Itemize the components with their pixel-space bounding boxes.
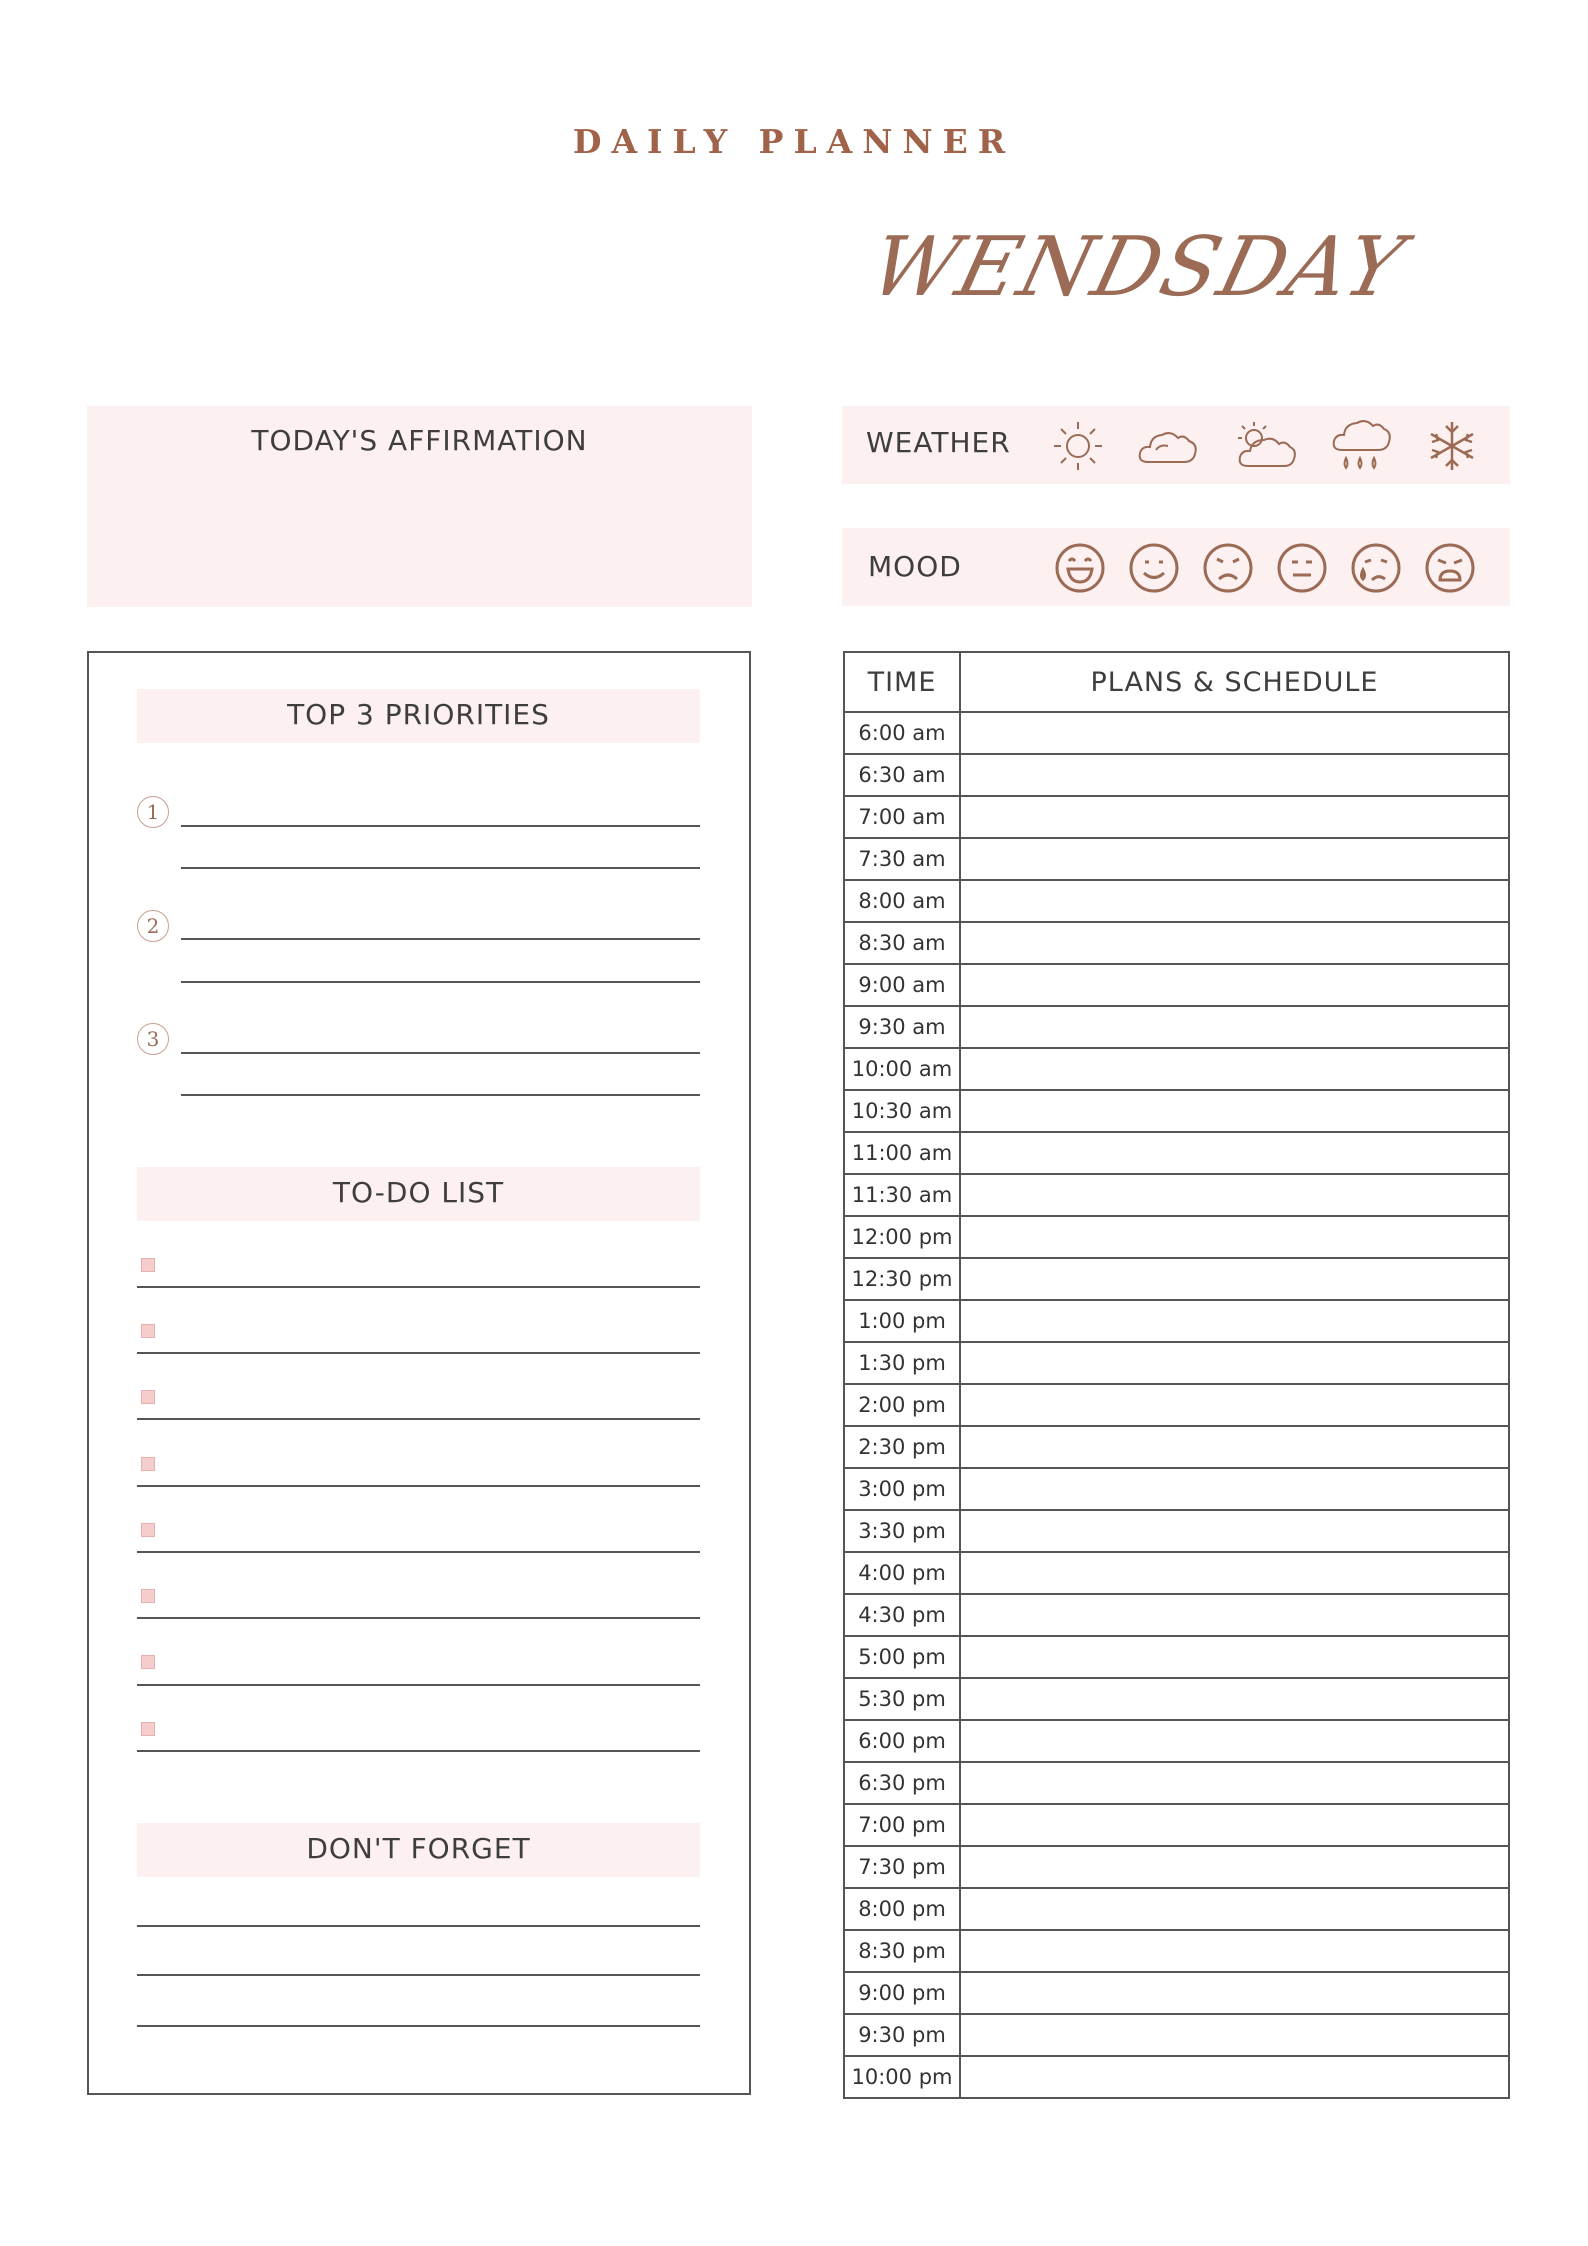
time-slot-label: 8:30 pm (844, 1930, 960, 1972)
page-title: DAILY PLANNER (572, 122, 1016, 161)
schedule-row (844, 1048, 1509, 1090)
affirmation-label: TODAY'S AFFIRMATION (251, 424, 588, 457)
plan-cell[interactable] (960, 1468, 1509, 1510)
todo-checkbox[interactable] (141, 1589, 155, 1603)
time-slot-label: 10:30 am (844, 1090, 960, 1132)
schedule-row (844, 1258, 1509, 1300)
plan-cell[interactable] (960, 796, 1509, 838)
todo-checkbox[interactable] (141, 1258, 155, 1272)
schedule-row (844, 2056, 1509, 2098)
time-slot-label: 9:30 pm (844, 2014, 960, 2056)
todo-checkbox[interactable] (141, 1722, 155, 1736)
schedule-row (844, 1174, 1509, 1216)
crying-face-icon[interactable] (1350, 542, 1402, 594)
plan-cell[interactable] (960, 1678, 1509, 1720)
time-slot-label: 9:00 pm (844, 1972, 960, 2014)
time-slot-label: 10:00 pm (844, 2056, 960, 2098)
time-slot-label: 9:30 am (844, 1006, 960, 1048)
schedule-row (844, 1594, 1509, 1636)
plan-cell[interactable] (960, 1762, 1509, 1804)
time-slot-label: 5:00 pm (844, 1636, 960, 1678)
plan-cell[interactable] (960, 1804, 1509, 1846)
schedule-table (843, 651, 1510, 2099)
plan-cell[interactable] (960, 2014, 1509, 2056)
plan-cell[interactable] (960, 880, 1509, 922)
time-slot-label: 7:00 pm (844, 1804, 960, 1846)
sad-face-icon[interactable] (1202, 542, 1254, 594)
schedule-row (844, 1762, 1509, 1804)
plan-cell[interactable] (960, 1006, 1509, 1048)
schedule-row (844, 1930, 1509, 1972)
time-slot-label: 3:30 pm (844, 1510, 960, 1552)
dont-forget-label: DON'T FORGET (306, 1832, 531, 1865)
todo-line[interactable] (137, 1418, 700, 1420)
priority-number-3: 3 (137, 1023, 169, 1055)
todo-line[interactable] (137, 1750, 700, 1752)
time-slot-label: 6:00 pm (844, 1720, 960, 1762)
todo-line[interactable] (137, 1485, 700, 1487)
plan-cell[interactable] (960, 1090, 1509, 1132)
cloud-icon[interactable] (1136, 420, 1200, 472)
plan-cell[interactable] (960, 754, 1509, 796)
schedule-row (844, 1426, 1509, 1468)
plan-cell[interactable] (960, 922, 1509, 964)
time-slot-label: 5:30 pm (844, 1678, 960, 1720)
schedule-row (844, 1468, 1509, 1510)
time-slot-label: 1:30 pm (844, 1342, 960, 1384)
plan-cell[interactable] (960, 964, 1509, 1006)
time-slot-label: 7:30 pm (844, 1846, 960, 1888)
weather-label: WEATHER (866, 426, 1011, 459)
schedule-row (844, 880, 1509, 922)
schedule-row (844, 1804, 1509, 1846)
dont-forget-line[interactable] (137, 2025, 700, 2027)
schedule-row (844, 754, 1509, 796)
priorities-label: TOP 3 PRIORITIES (287, 698, 550, 731)
priority-line[interactable] (181, 825, 700, 827)
dont-forget-line[interactable] (137, 1974, 700, 1976)
time-slot-label: 12:30 pm (844, 1258, 960, 1300)
priority-line[interactable] (181, 938, 700, 940)
schedule-row (844, 1552, 1509, 1594)
rain-cloud-icon[interactable] (1330, 416, 1392, 478)
schedule-row (844, 1510, 1509, 1552)
schedule-row (844, 712, 1509, 754)
schedule-row (844, 796, 1509, 838)
schedule-row (844, 1132, 1509, 1174)
time-slot-label: 6:00 am (844, 712, 960, 754)
todo-line[interactable] (137, 1551, 700, 1553)
smiling-face-icon[interactable] (1128, 542, 1180, 594)
schedule-body (844, 712, 1509, 2098)
todo-checkbox[interactable] (141, 1523, 155, 1537)
time-header: TIME (844, 652, 960, 712)
priority-line[interactable] (181, 981, 700, 983)
plan-cell[interactable] (960, 1258, 1509, 1300)
schedule-row (844, 1384, 1509, 1426)
schedule-row (844, 922, 1509, 964)
plan-cell[interactable] (960, 1972, 1509, 2014)
plan-cell[interactable] (960, 1384, 1509, 1426)
schedule-row (844, 1888, 1509, 1930)
plan-cell[interactable] (960, 1300, 1509, 1342)
todo-checkbox[interactable] (141, 1324, 155, 1338)
schedule-row (844, 1846, 1509, 1888)
plan-cell[interactable] (960, 1846, 1509, 1888)
mood-label: MOOD (868, 550, 962, 583)
plan-cell[interactable] (960, 1342, 1509, 1384)
plans-header: PLANS & SCHEDULE (960, 652, 1509, 712)
priority-number-1: 1 (137, 796, 169, 828)
time-slot-label: 11:00 am (844, 1132, 960, 1174)
time-slot-label: 4:30 pm (844, 1594, 960, 1636)
todo-line[interactable] (137, 1352, 700, 1354)
dont-forget-line[interactable] (137, 1925, 700, 1927)
time-slot-label: 2:30 pm (844, 1426, 960, 1468)
todo-label: TO-DO LIST (332, 1176, 505, 1209)
time-slot-label: 8:30 am (844, 922, 960, 964)
time-slot-label: 1:00 pm (844, 1300, 960, 1342)
schedule-row (844, 1720, 1509, 1762)
time-slot-label: 12:00 pm (844, 1216, 960, 1258)
partly-cloudy-icon[interactable] (1232, 418, 1298, 474)
schedule-row (844, 1678, 1509, 1720)
priority-line[interactable] (181, 867, 700, 869)
laughing-face-icon[interactable] (1054, 542, 1106, 594)
angry-face-icon[interactable] (1424, 542, 1476, 594)
time-slot-label: 8:00 pm (844, 1888, 960, 1930)
snowflake-icon[interactable] (1424, 418, 1480, 474)
priority-line[interactable] (181, 1094, 700, 1096)
plan-cell[interactable] (960, 712, 1509, 754)
schedule-row (844, 1636, 1509, 1678)
time-slot-label: 8:00 am (844, 880, 960, 922)
schedule-row (844, 1216, 1509, 1258)
schedule-row (844, 1342, 1509, 1384)
schedule-row (844, 1300, 1509, 1342)
time-slot-label: 2:00 pm (844, 1384, 960, 1426)
schedule-row (844, 2014, 1509, 2056)
schedule-row (844, 838, 1509, 880)
time-slot-label: 4:00 pm (844, 1552, 960, 1594)
time-slot-label: 7:30 am (844, 838, 960, 880)
time-slot-label: 6:30 pm (844, 1762, 960, 1804)
plan-cell[interactable] (960, 838, 1509, 880)
todo-line[interactable] (137, 1684, 700, 1686)
plan-cell[interactable] (960, 1426, 1509, 1468)
plan-cell[interactable] (960, 1048, 1509, 1090)
schedule-row (844, 964, 1509, 1006)
plan-cell[interactable] (960, 1552, 1509, 1594)
plan-cell[interactable] (960, 1720, 1509, 1762)
time-slot-label: 10:00 am (844, 1048, 960, 1090)
plan-cell[interactable] (960, 1930, 1509, 1972)
plan-cell[interactable] (960, 1636, 1509, 1678)
plan-cell[interactable] (960, 1888, 1509, 1930)
plan-cell[interactable] (960, 1132, 1509, 1174)
plan-cell[interactable] (960, 1510, 1509, 1552)
time-slot-label: 3:00 pm (844, 1468, 960, 1510)
todo-checkbox[interactable] (141, 1390, 155, 1404)
time-slot-label: 7:00 am (844, 796, 960, 838)
time-slot-label: 11:30 am (844, 1174, 960, 1216)
time-slot-label: 9:00 am (844, 964, 960, 1006)
todo-checkbox[interactable] (141, 1655, 155, 1669)
plan-cell[interactable] (960, 1594, 1509, 1636)
plan-cell[interactable] (960, 2056, 1509, 2098)
day-name: WENDSDAY (861, 220, 1415, 315)
plan-cell[interactable] (960, 1174, 1509, 1216)
schedule-row (844, 1090, 1509, 1132)
todo-checkbox[interactable] (141, 1457, 155, 1471)
schedule-row (844, 1972, 1509, 2014)
time-slot-label: 6:30 am (844, 754, 960, 796)
neutral-face-icon[interactable] (1276, 542, 1328, 594)
plan-cell[interactable] (960, 1216, 1509, 1258)
schedule-row (844, 1006, 1509, 1048)
sun-icon[interactable] (1050, 418, 1106, 474)
priority-number-2: 2 (137, 910, 169, 942)
priority-line[interactable] (181, 1052, 700, 1054)
todo-line[interactable] (137, 1286, 700, 1288)
todo-line[interactable] (137, 1617, 700, 1619)
